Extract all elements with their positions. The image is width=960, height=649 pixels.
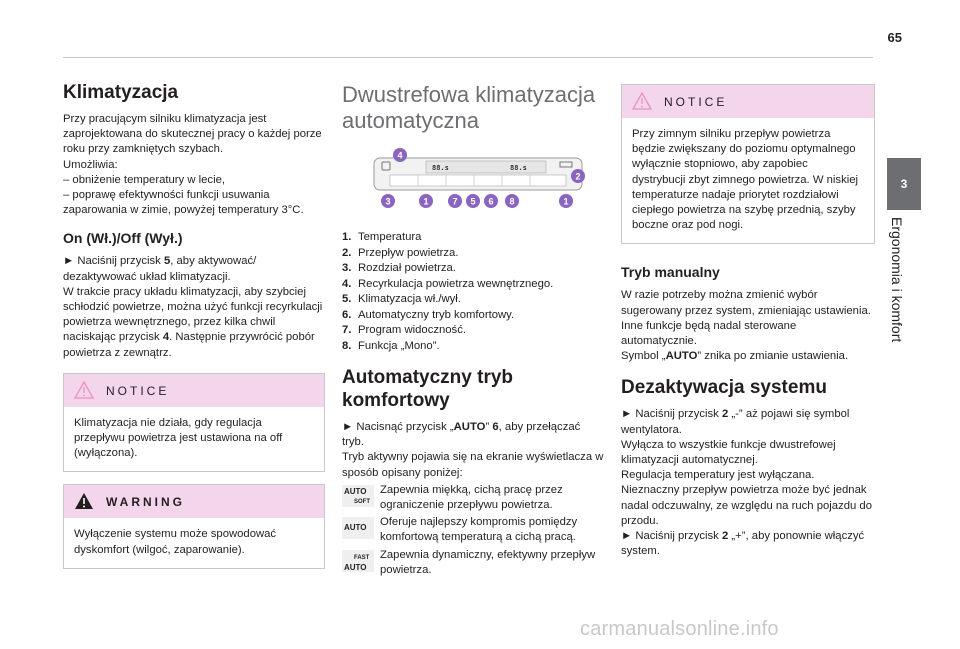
notice-box-left <box>63 373 325 473</box>
panel-display-right: 88.s <box>510 164 527 172</box>
allows-label: Umożliwia: <box>63 158 118 171</box>
auto-display-note: Tryb aktywny pojawia się na ekranie wyświetlacza w sposób opisany poniżej: <box>342 451 604 479</box>
caution-icon <box>632 92 652 110</box>
column-middle <box>342 82 604 578</box>
manual-text: W razie potrzeby można zmienić wybór sugerowany przez system, zmieniając ustawienia. Inne funkcje będą nadal sterowane automatycznie. <box>621 289 871 348</box>
callout-number: 7 <box>452 196 458 207</box>
bullet-summer: – obniżenie temperatury w lecie, <box>63 173 226 186</box>
deact-step-2: ► Naciśnij przycisk 2 „+”, aby ponownie włączyć system. <box>621 530 865 558</box>
deactivation-title: Dezaktywacja systemu <box>621 377 827 399</box>
auto-soft-icon: AUTO SOFT <box>342 485 374 507</box>
callout-number: 6 <box>488 196 494 207</box>
notice-header <box>622 85 874 118</box>
chapter-title-text: Ergonomia i komfort <box>889 217 905 343</box>
onoff-recirc-text: W trakcie pracy układu klimatyzacji, aby szybciej schłodzić powietrze, można użyć funkcji recyrkulacji powietrza wewnętrznego, przez kilka chwil naciskając przycisk 4. Następnie przywrócić pobór powietrza z zewnątrz. <box>63 285 323 359</box>
legend-item: 3. Rozdział powietrza. <box>342 262 456 274</box>
callout-number: 8 <box>509 196 515 207</box>
notice-box-right <box>621 84 875 244</box>
legend-item: 4. Recyrkulacja powietrza wewnętrznego. <box>342 277 554 290</box>
onoff-instruction: ► Naciśnij przycisk 5, aby aktywować/ dezaktywować układ klimatyzacji. <box>63 255 257 283</box>
control-legend-list <box>342 230 604 354</box>
legend-item: 2. Przepływ powietrza. <box>342 246 459 259</box>
onoff-title: On (Wł.)/Off (Wył.) <box>63 230 183 247</box>
chapter-tab[interactable]: 3 <box>887 158 921 210</box>
notice-text: Przy zimnym silniku przepływ powietrza będzie zwiększany do poziomu optymalnego wyłącznie stopniowo, aby zapobiec dystrybucji zbyt zimnego powietrza. W niskiej temperaturze nadaje priorytet rozdziałowi ciepłego powietrza na szybę przednią, szyby boczne oraz pod nogi. <box>632 128 859 232</box>
notice-label: NOTICE <box>664 95 728 109</box>
legend-item: 8. Funkcja „Mono”. <box>342 339 440 352</box>
warning-box <box>63 484 325 568</box>
bullet-winter: – poprawę efektywności funkcji usuwania zaparowania w zimie, powyżej temperatury 3°C. <box>63 189 304 217</box>
callout-number: 2 <box>575 171 581 182</box>
deact-text-1: Wyłącza to wszystkie funkcje dwustrefowej klimatyzacji automatycznej. <box>621 438 836 467</box>
callout-number: 5 <box>470 196 476 207</box>
callout-number: 3 <box>385 196 391 207</box>
chapter-title <box>890 217 920 397</box>
callout-number: 4 <box>397 150 403 161</box>
notice-header <box>64 374 324 407</box>
watermark: carmanualsonline.info <box>580 618 779 640</box>
manual-auto-symbol: Symbol „AUTO” znika po zmianie ustawienia. <box>621 350 849 363</box>
intro-text: Przy pracującym silniku klimatyzacja jest zaprojektowana do skutecznej pracy o każdej porze roku przy zamkniętych szybach. <box>63 113 322 156</box>
mode-auto: AUTO Oferuje najlepszy kompromis pomiędzy komfortową temperaturą a cichą pracą. <box>344 516 578 544</box>
column-right <box>621 82 875 559</box>
section-title-dual-zone: Dwustrefowa klimatyzacja automatyczna <box>342 82 596 133</box>
auto-mode-title: Automatyczny tryb komfortowy <box>342 367 514 411</box>
callout-number: 1 <box>423 196 429 207</box>
mode-auto-soft: AUTO SOFT Zapewnia miękką, cichą pracę przez ograniczenie przepływu powietrza. <box>344 483 563 512</box>
auto-icon: AUTO <box>342 517 374 539</box>
legend-item: 1. Temperatura <box>342 231 422 243</box>
climate-panel-svg <box>360 146 590 216</box>
section-title-klimatyzacja: Klimatyzacja <box>63 82 179 103</box>
warning-icon <box>74 492 94 510</box>
mode-fast-auto: FAST AUTO Zapewnia dynamiczny, efektywny przepływ powietrza. <box>344 548 596 576</box>
warning-header <box>64 485 324 518</box>
notice-label: NOTICE <box>106 383 170 398</box>
deact-text-2: Regulacja temperatury jest wyłączana. <box>621 469 815 482</box>
deact-text-3: Nieznaczny przepływ powietrza może być jednak nadal odczuwalny, ze względu na ruch pojazdu do przodu. <box>621 484 872 527</box>
deact-step-1: ► Naciśnij przycisk 2 „-” aż pojawi się symbol wentylatora. <box>621 408 850 436</box>
callout-number: 1 <box>563 196 569 207</box>
panel-display-left: 88.s <box>432 164 449 172</box>
notice-text: Klimatyzacja nie działa, gdy regulacja przepływu powietrza jest ustawiona na off (wyłączona). <box>74 416 283 460</box>
page-number: 65 <box>887 30 902 45</box>
header-rule <box>63 57 873 58</box>
climate-panel-illustration <box>360 146 590 216</box>
auto-instruction: ► Nacisnąć przycisk „AUTO” 6, aby przełączać tryb. <box>342 421 581 449</box>
legend-item: 5. Klimatyzacja wł./wył. <box>342 293 461 305</box>
warning-label: WARNING <box>106 495 185 510</box>
legend-item: 7. Program widoczność. <box>342 324 466 336</box>
fast-auto-icon: FAST AUTO <box>342 550 374 572</box>
warning-text: Wyłączenie systemu może spowodować dyskomfort (wilgoć, zaparowanie). <box>74 528 277 556</box>
column-left <box>63 82 325 569</box>
caution-icon <box>74 381 94 399</box>
manual-mode-title: Tryb manualny <box>621 264 720 281</box>
legend-item: 6. Automatyczny tryb komfortowy. <box>342 308 515 321</box>
